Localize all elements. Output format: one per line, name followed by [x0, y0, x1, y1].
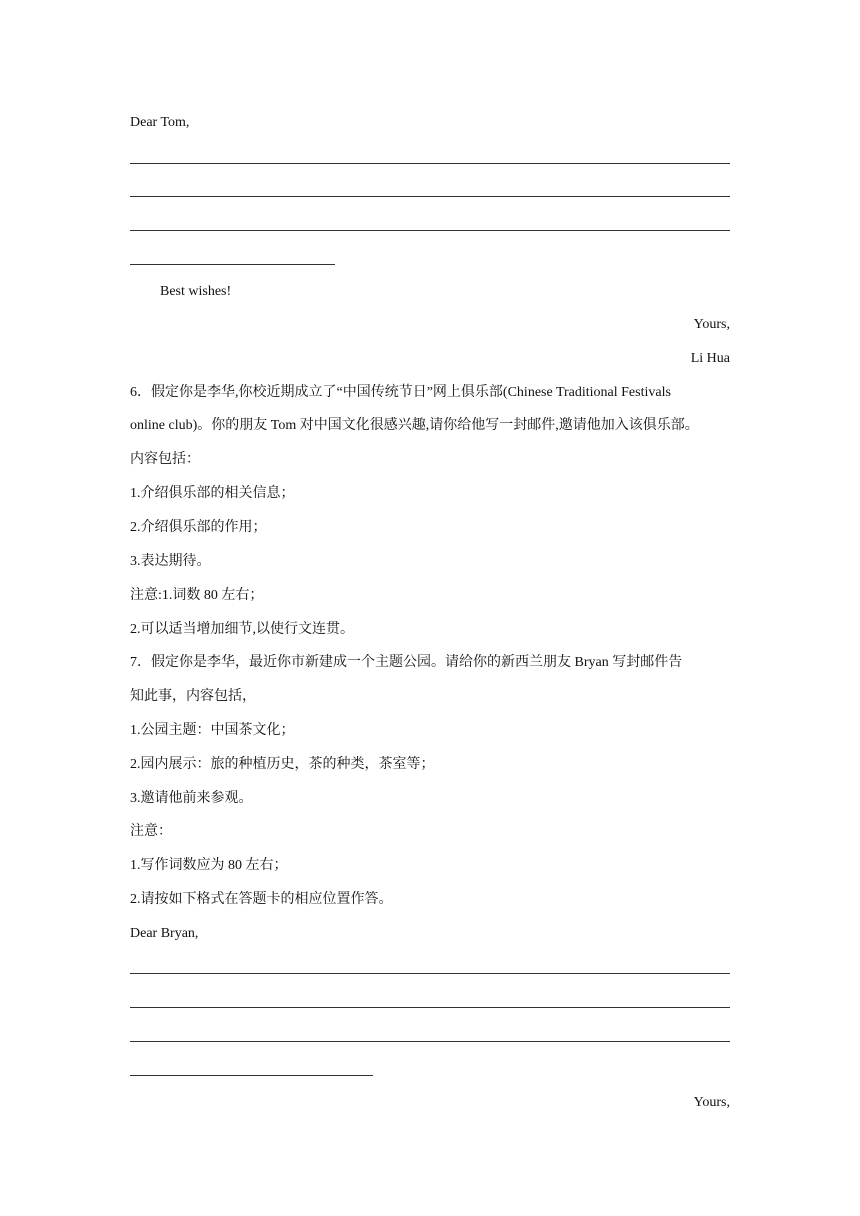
q6-prompt-line1: 6．假定你是李华,你校近期成立了“中国传统节日”网上俱乐部(Chinese Traditional Festivals [130, 385, 671, 400]
letter2-sign-off: Yours, [693, 1095, 730, 1110]
q6-prompt-line2: online club)。你的朋友 Tom 对中国文化很感兴趣,请你给他写一封邮件,邀请他加入该俱乐部。 [130, 418, 699, 433]
letter1-sign-off: Yours, [693, 317, 730, 332]
q7-prompt-line2: 知此事，内容包括， [130, 689, 256, 704]
q6-content-intro: 内容包括： [130, 452, 200, 467]
answer-line [130, 163, 730, 164]
letter1-closing-wish: Best wishes! [160, 284, 232, 299]
q7-note-1: 1.写作词数应为 80 左右； [130, 858, 288, 873]
q6-point-1: 1.介绍俱乐部的相关信息； [130, 486, 295, 501]
q7-notes-label: 注意： [130, 824, 172, 839]
document-page [130, 0, 730, 1216]
letter1-salutation: Dear Tom, [130, 115, 190, 130]
q7-prompt-line1: 7．假定你是李华，最近你市新建成一个主题公园。请给你的新西兰朋友 Bryan 写封邮件告 [130, 655, 683, 670]
q7-point-1: 1.公园主题：中国茶文化； [130, 723, 295, 738]
answer-line-short [130, 264, 335, 265]
q6-note-2: 2.可以适当增加细节,以使行文连贯。 [130, 622, 354, 637]
q7-point-2: 2.园内展示：旅的种植历史，茶的种类，茶室等； [130, 757, 435, 772]
letter1-signature: Li Hua [690, 351, 730, 366]
q7-note-2: 2.请按如下格式在答题卡的相应位置作答。 [130, 892, 393, 907]
q6-point-2: 2.介绍俱乐部的作用； [130, 520, 267, 535]
answer-line [130, 230, 730, 231]
q7-point-3: 3.邀请他前来参观。 [130, 791, 253, 806]
answer-line [130, 973, 730, 974]
answer-line [130, 1007, 730, 1008]
answer-line [130, 1041, 730, 1042]
answer-line-short [130, 1075, 373, 1076]
q6-note-1: 注意:1.词数 80 左右； [130, 588, 264, 603]
answer-line [130, 196, 730, 197]
letter2-salutation: Dear Bryan, [130, 926, 199, 941]
q6-point-3: 3.表达期待。 [130, 554, 211, 569]
